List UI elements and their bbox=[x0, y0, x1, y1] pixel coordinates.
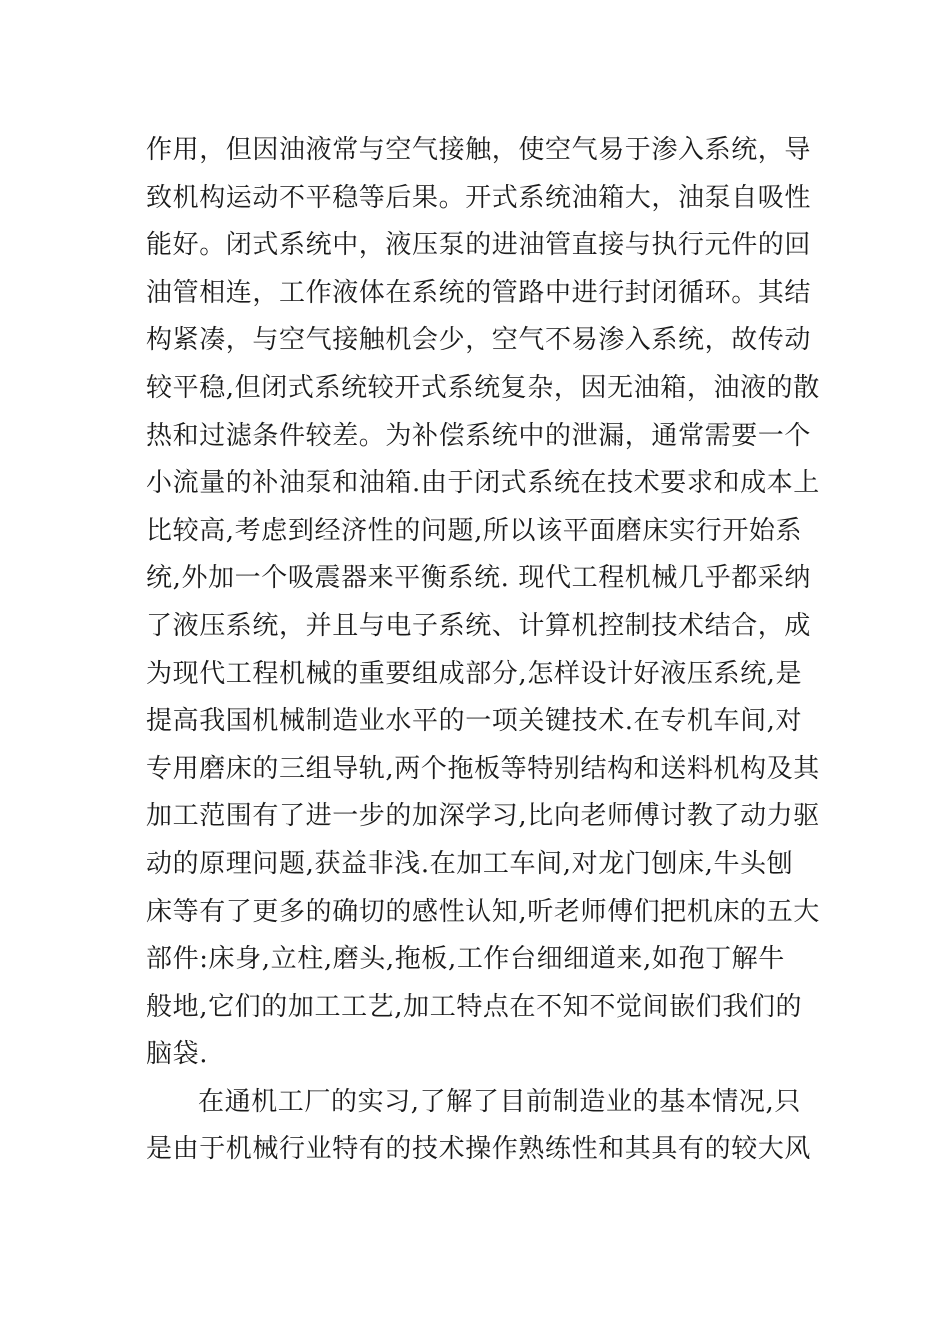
text-line: 脑袋. bbox=[146, 1039, 209, 1070]
text-line: 提高我国机械制造业水平的一项关键技术.在专机车间,对 bbox=[146, 706, 803, 737]
text-line: 油管相连，工作液体在系统的管路中进行封闭循环。其结 bbox=[146, 277, 812, 308]
text-line: 小流量的补油泵和油箱.由于闭式系统在技术要求和成本上 bbox=[146, 468, 820, 499]
paragraph-2 bbox=[146, 1079, 816, 1174]
text-line: 为现代工程机械的重要组成部分,怎样设计好液压系统,是 bbox=[146, 658, 803, 689]
text-line: 专用磨床的三组导轨,两个拖板等特别结构和送料机构及其 bbox=[146, 753, 820, 784]
text-line: 比较高,考虑到经济性的问题,所以该平面磨床实行开始系 bbox=[146, 515, 803, 546]
paragraph-1 bbox=[146, 127, 820, 1079]
text-line: 在通机工厂的实习,了解了目前制造业的基本情况,只 bbox=[198, 1086, 801, 1117]
text-line: 动的原理问题,获益非浅.在加工车间,对龙门刨床,牛头刨 bbox=[146, 848, 794, 879]
text-line: 能好。闭式系统中，液压泵的进油管直接与执行元件的回 bbox=[146, 230, 812, 261]
text-line: 部件:床身,立柱,磨头,拖板,工作台细细道来,如孢丁解牛 bbox=[146, 944, 785, 975]
text-line: 较平稳,但闭式系统较开式系统复杂，因无油箱，油液的散 bbox=[146, 372, 820, 403]
text-line: 加工范围有了进一步的加深学习,比向老师傅讨教了动力驱 bbox=[146, 801, 820, 832]
text-line: 床等有了更多的确切的感性认知,听老师傅们把机床的五大 bbox=[146, 896, 820, 927]
text-line: 般地,它们的加工工艺,加工特点在不知不觉间嵌们我们的 bbox=[146, 991, 803, 1022]
text-line: 构紧凑，与空气接触机会少，空气不易渗入系统，故传动 bbox=[146, 325, 812, 356]
text-line: 了液压系统，并且与电子系统、计算机控制技术结合，成 bbox=[146, 610, 812, 641]
text-line: 热和过滤条件较差。为补偿系统中的泄漏，通常需要一个 bbox=[146, 420, 812, 451]
text-line: 统,外加一个吸震器来平衡系统. 现代工程机械几乎都采纳 bbox=[146, 563, 811, 594]
text-line: 是由于机械行业特有的技术操作熟练性和其具有的较大风 bbox=[146, 1134, 812, 1165]
text-line: 作用，但因油液常与空气接触，使空气易于渗入系统，导 bbox=[146, 135, 812, 165]
document-body bbox=[146, 127, 820, 1174]
text-line: 致机构运动不平稳等后果。开式系统油箱大，油泵自吸性 bbox=[146, 182, 812, 213]
